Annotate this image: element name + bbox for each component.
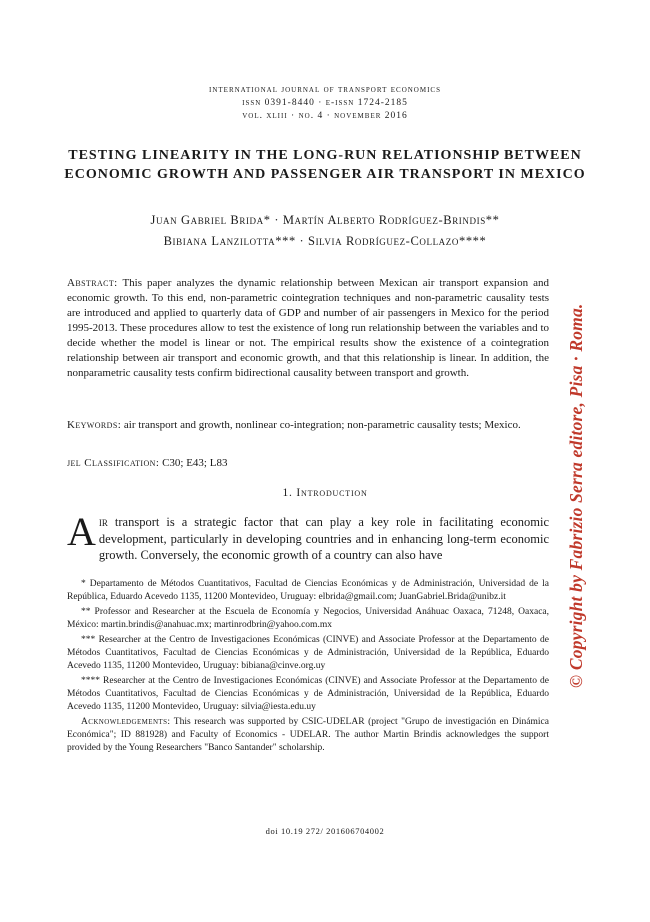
abstract-text: This paper analyzes the dynamic relationship between Mexican air transport expansion and economic growth. To this end, non-parametric cointegration techniques and non-parametric causality tests are introduced and applied to quarterly data of GDP and number of air passengers in Mexico for the period 1995-2013. These procedures allow to test the existence of long run relationship between the variables and to decide whether the model is linear or not. The empirical results show the existence of a cointegration relationship between air transport and economic growth, and that this relationship is linear. In addition, the nonparametric causality tests confirm bidirectional causality between transport and growth.: [67, 277, 549, 379]
journal-name: international journal of transport economics: [209, 85, 441, 95]
journal-header: [0, 84, 650, 123]
keywords-text: air transport and growth, nonlinear co-integration; non-parametric causality tests; Mexico.: [123, 419, 521, 431]
drop-cap: A: [67, 509, 96, 554]
abstract-label: Abstract:: [67, 277, 118, 289]
footnote: ** Professor and Researcher at the Escuela de Economía y Negocios, Universidad Anáhuac Oaxaca, 71248, Oaxaca, México: martin.brindis@anahuac.mx; martinrodbrin@yahoo.com.mx: [67, 607, 549, 630]
jel-codes: C30; E43; L83: [162, 457, 228, 469]
footnote: *** Researcher at the Centro de Investigaciones Económicas (CINVE) and Associate Professor at the Departamento de Métodos Cuantitativos, Facultad de Ciencias Económicas y de Administración, Universidad de la República, Eduardo Acevedo 1135, 11200 Montevideo, Uruguay: bibiana@cinve.org.uy: [67, 635, 549, 671]
jel-classification: [67, 456, 549, 471]
author-line-2: Bibiana Lanzilotta*** · Silvia Rodríguez-Collazo****: [163, 234, 487, 248]
section-number: 1.: [282, 487, 293, 499]
jel-label: jel Classification:: [67, 457, 160, 469]
journal-volume: vol. xliii · no. 4 · november 2016: [242, 111, 408, 121]
acknowledgements: [67, 716, 549, 755]
section-title: Introduction: [296, 487, 368, 499]
abstract: [67, 276, 549, 381]
section-heading: [0, 487, 650, 499]
author-line-1: Juan Gabriel Brida* · Martín Alberto Rodríguez-Brindis**: [150, 213, 500, 227]
paper-title: TESTING LINEARITY IN THE LONG-RUN RELATIONSHIP BETWEEN ECONOMIC GROWTH AND PASSENGER AIR TRANSPORT IN MEXICO: [64, 148, 586, 182]
acknowledgements-label: Acknowledgements:: [81, 717, 171, 727]
acknowledgements-text: This research was supported by CSIC-UDELAR (project "Grupo de investigación en Dinámica Económica"; ID 881928) and Faculty of Economics - UDELAR. The author Martin Brindis acknowledges the support provided by the Young Researchers "Banco Santander" scholarship.: [67, 717, 549, 753]
author-list: [40, 210, 610, 252]
keywords-label: Keywords:: [67, 419, 122, 431]
keywords: [67, 418, 549, 433]
intro-paragraph: [67, 509, 549, 564]
footnote: **** Researcher at the Centro de Investigaciones Económicas (CINVE) and Associate Professor at the Departamento de Métodos Cuantitativos, Facultad de Ciencias Económicas y de Administración, Universidad de la República, Eduardo Acevedo 1135, 11200 Montevideo, Uruguay: silvia@iesta.edu.uy: [67, 676, 549, 712]
doi: doi 10.19 272/ 201606704002: [265, 826, 385, 836]
intro-text: transport is a strategic factor that can play a key role in facilitating economic development, particularly in developing countries and in enhancing long-term economic growth. Conversely, the economic growth of a country can also have: [98, 515, 549, 562]
footnote: * Departamento de Métodos Cuantitativos, Facultad de Ciencias Económicas y de Administración, Universidad de la República, Eduardo Acevedo 1135, 11200 Montevideo, Uruguay: elbrida@gmail.com; JuanGabriel.Brida@unibz.it: [67, 579, 549, 602]
footnotes: [67, 578, 549, 765]
intro-first-word-rest: ir: [98, 515, 108, 529]
journal-issn: issn 0391-8440 · e-issn 1724-2185: [242, 98, 408, 108]
copyright-watermark: © Copyright by Fabrizio Serra editore, Pisa · Roma.: [566, 303, 586, 688]
